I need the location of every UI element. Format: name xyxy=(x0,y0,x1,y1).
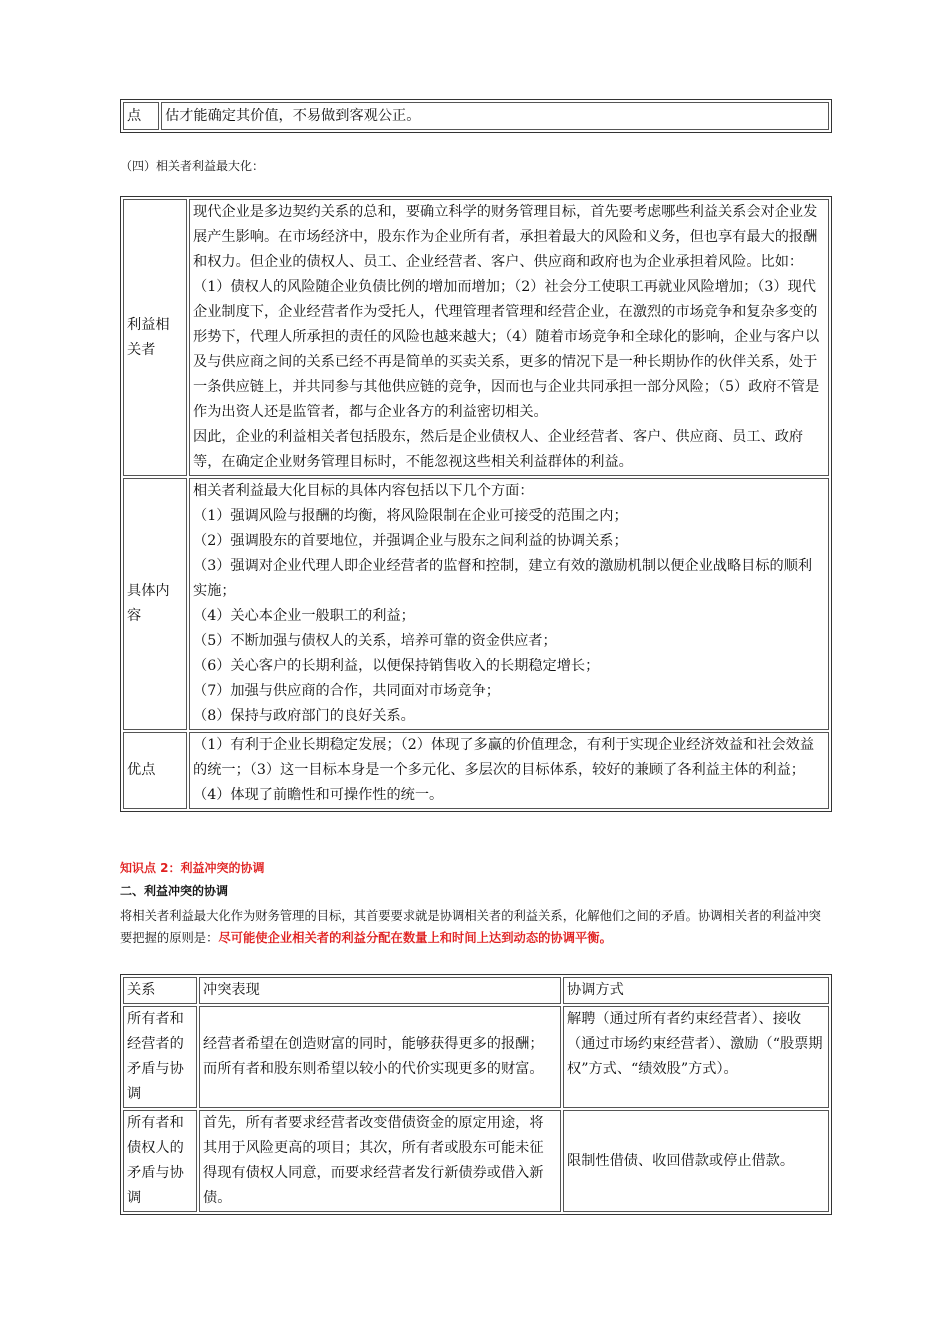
table-row xyxy=(123,199,829,476)
intro-paragraph xyxy=(120,905,832,949)
row-text: 估才能确定其价值，不易做到客观公正。 xyxy=(161,102,829,130)
table-header-row xyxy=(123,977,829,1004)
method-cell: 解聘（通过所有者约束经营者）、接收（通过市场约束经营者）、激励（“股票期权”方式、“绩效股”方式）。 xyxy=(563,1006,829,1108)
stakeholder-table xyxy=(120,196,832,812)
conflict-cell: 经营者希望在创造财富的同时，能够获得更多的报酬；而所有者和股东则希望以较小的代价实现更多的财富。 xyxy=(199,1006,561,1108)
row-label: 具体内容 xyxy=(123,478,187,730)
row-label: 优点 xyxy=(123,732,187,809)
knowledge-point-title: 知识点 2：利益冲突的协调 xyxy=(120,861,265,875)
table-row xyxy=(123,1006,829,1108)
row-label: 利益相关者 xyxy=(123,199,187,476)
table-row xyxy=(123,732,829,809)
table-row xyxy=(123,102,829,130)
row-text: 相关者利益最大化目标的具体内容包括以下几个方面： （1）强调风险与报酬的均衡，将风险限制在企业可接受的范围之内； （2）强调股东的首要地位，并强调企业与股东之间利益的协调关系； （3）强调对企业代理人即企业经营者的监督和控制，建立有效的激励机制以便企业战略目标的顺利实施； （4）关心本企业一般职工的利益； （5）不断加强与债权人的关系，培养可靠的资金供应者； （6）关心客户的长期利益，以便保持销售收入的长期稳定增长； （7）加强与供应商的合作，共同面对市场竞争； （8）保持与政府部门的良好关系。 xyxy=(189,478,829,730)
row-label: 点 xyxy=(123,102,159,130)
intro-text: 将相关者利益最大化作为财务管理的目标，其首要要求就是协调相关者的利益关系，化解他们之间的矛盾。协调相关者的利益冲突要把握的原则是： xyxy=(120,909,821,945)
top-table xyxy=(120,99,832,133)
column-header: 冲突表现 xyxy=(199,977,561,1004)
intro-highlight: 尽可能使企业相关者的利益分配在数量上和时间上达到动态的协调平衡。 xyxy=(218,931,612,945)
conflict-cell: 首先，所有者要求经营者改变借债资金的原定用途，将其用于风险更高的项目；其次，所有者或股东可能未征得现有债权人同意，而要求经营者发行新债券或借入新债。 xyxy=(199,1110,561,1212)
section-heading-4: （四）相关者利益最大化： xyxy=(120,159,265,173)
row-text: 现代企业是多边契约关系的总和，要确立科学的财务管理目标，首先要考虑哪些利益关系会对企业发展产生影响。在市场经济中，股东作为企业所有者，承担着最大的风险和义务，但也享有最大的报酬和权力。但企业的债权人、员工、企业经营者、客户、供应商和政府也为企业承担着风险。比如：（1）债权人的风险随企业负债比例的增加而增加；（2）社会分工使职工再就业风险增加；（3）现代企业制度下，企业经营者作为受托人，代理管理者管理和经营企业，在激烈的市场竞争和复杂多变的形势下，代理人所承担的责任的风险也越来越大；（4）随着市场竞争和全球化的影响，企业与客户以及与供应商之间的关系已经不再是简单的买卖关系，更多的情况下是一种长期协作的伙伴关系，处于一条供应链上，并共同参与其他供应链的竞争，因而也与企业共同承担一部分风险；（5）政府不管是作为出资人还是监管者，都与企业各方的利益密切相关。 因此，企业的利益相关者包括股东，然后是企业债权人、企业经营者、客户、供应商、员工、政府等，在确定企业财务管理目标时，不能忽视这些相关利益群体的利益。 xyxy=(189,199,829,476)
method-cell: 限制性借债、收回借款或停止借款。 xyxy=(563,1110,829,1212)
column-header: 关系 xyxy=(123,977,197,1004)
table-row xyxy=(123,478,829,730)
conflict-table xyxy=(120,974,832,1215)
relation-cell: 所有者和债权人的矛盾与协调 xyxy=(123,1110,197,1212)
relation-cell: 所有者和经营者的矛盾与协调 xyxy=(123,1006,197,1108)
section-heading-2: 二、利益冲突的协调 xyxy=(120,884,229,898)
row-text: （1）有利于企业长期稳定发展；（2）体现了多赢的价值理念，有利于实现企业经济效益和社会效益的统一；（3）这一目标本身是一个多元化、多层次的目标体系，较好的兼顾了各利益主体的利益；（4）体现了前瞻性和可操作性的统一。 xyxy=(189,732,829,809)
table-row xyxy=(123,1110,829,1212)
column-header: 协调方式 xyxy=(563,977,829,1004)
